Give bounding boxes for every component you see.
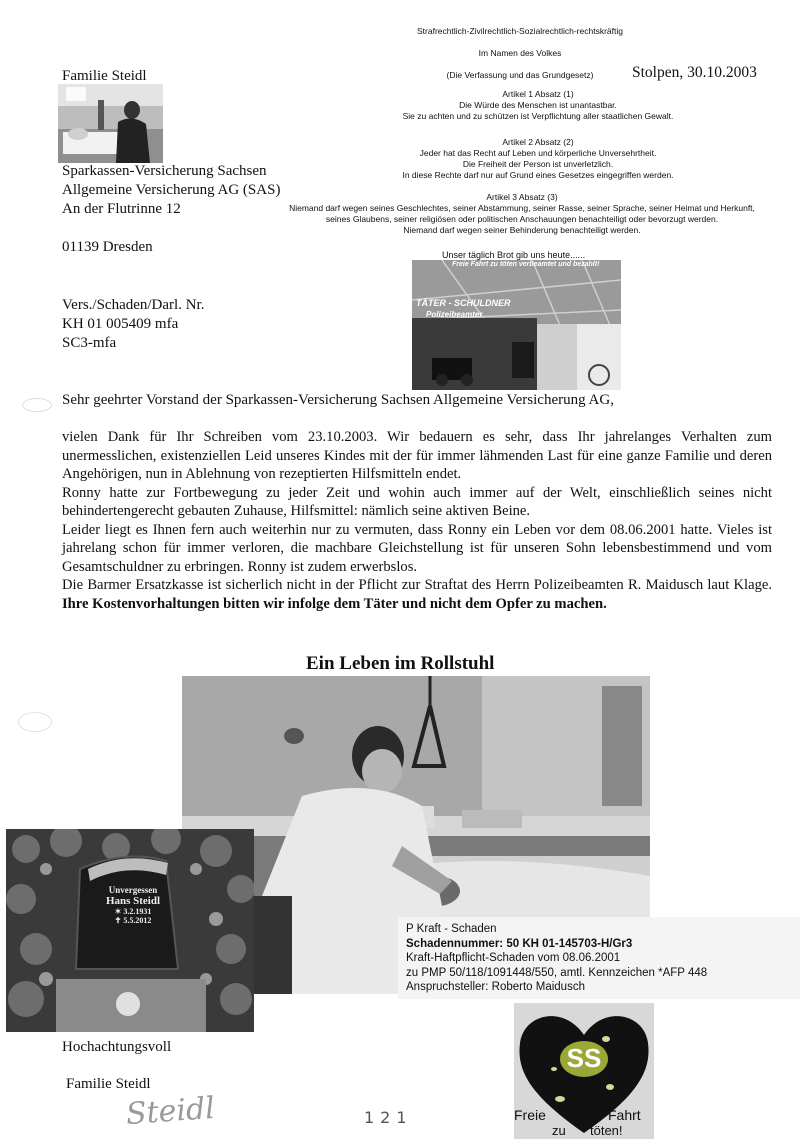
salutation: Sehr geehrter Vorstand der Sparkassen-Versicherung Sachsen Allgemeine Versicherung AG, — [62, 392, 614, 408]
article-line: Sie zu achten und zu schützen ist Verpflichtung aller staatlichen Gewalt. — [402, 111, 674, 121]
legal-line: Strafrechtlich-Zivilrechtlich-Sozialrechtlich-rechtskräftig — [417, 26, 623, 36]
recipient-street: An der Flutrinne 12 — [62, 201, 181, 217]
constitution-line: (Die Verfassung und das Grundgesetz) — [446, 70, 594, 80]
article-line: seines Glaubens, seiner religiösen oder politischen Anschauungen benachteiligt oder bevorzugt werden. — [325, 214, 719, 224]
collage-image — [412, 260, 621, 390]
recipient-line1: Sparkassen-Versicherung Sachsen — [62, 163, 267, 179]
claim-line1: P Kraft - Schaden — [406, 923, 497, 935]
memorial-line3: ✶ 3.2.1931 — [114, 907, 152, 916]
heart-text-bottom-right: töten! — [590, 1123, 623, 1138]
paragraph-text: Die Barmer Ersatzkasse ist sicherlich nicht in der Pflicht zur Straftat des Herrn Polizeibeamten R. Maidusch laut Klage. — [62, 577, 772, 593]
heart-text-left: Freie — [514, 1107, 546, 1123]
memorial-line2: Hans Steidl — [105, 895, 161, 907]
heart-text-right: Fahrt — [608, 1107, 641, 1123]
hospital-photo — [58, 84, 163, 163]
closing: Hochachtungsvoll — [62, 1039, 172, 1055]
sender-name: Familie Steidl — [62, 68, 147, 84]
reference-block — [62, 296, 204, 353]
memorial-text — [88, 885, 178, 925]
article-title: Artikel 3 Absatz (3) — [486, 192, 558, 202]
reference-number: KH 01 005409 mfa — [62, 316, 179, 332]
claim-line3: Kraft-Haftpflicht-Schaden vom 08.06.2001 — [406, 952, 621, 964]
place-date: Stolpen, 30.10.2003 — [632, 64, 757, 81]
collage-overlay-top: Freie Fahrt zu töten verbeamtet und bezahlt! — [452, 261, 600, 268]
memorial-image — [6, 829, 254, 1032]
punch-hole-mark — [22, 398, 52, 412]
article-line: Die Freiheit der Person ist unverletzlich. — [462, 159, 614, 169]
recipient-address — [62, 162, 280, 257]
collage-caption: Unser täglich Brot gib uns heute...... — [442, 250, 586, 260]
punch-hole-mark — [18, 712, 52, 732]
claim-line2: Schadennummer: 50 KH 01-145703-H/Gr3 — [406, 937, 633, 950]
paragraph: vielen Dank für Ihr Schreiben vom 23.10.2003. Wir bedauern es sehr, dass Ihr jahrelanges Verhalten zum unermesslichen, existenziellen Leid unseres Kindes mit der für immer lähmenden Last für eine ganze Familie und deren Angehörigen, nun in Ablehnung von rezeptierten Hilfsmitteln endet. — [62, 429, 772, 482]
memorial-line1: Unvergessen — [108, 885, 158, 895]
article-line: Niemand darf wegen seines Geschlechtes, seiner Abstammung, seiner Rasse, seiner Sprache, seiner Heimat und Herkunft, — [289, 203, 755, 213]
article-2 — [338, 137, 738, 181]
article-line: Jeder hat das Recht auf Leben und körperliche Unversehrtheit. — [419, 148, 657, 158]
paragraph-bold: Ihre Kostenvorhaltungen bitten wir infolge dem Täter und nicht dem Opfer zu machen. — [62, 595, 607, 612]
collage-overlay-mid1: TÄTER - SCHULDNER — [416, 298, 511, 308]
claim-line4: zu PMP 50/118/1091448/550, amtl. Kennzeichen *AFP 448 — [406, 966, 708, 979]
name-line: Im Namen des Volkes — [478, 48, 562, 58]
heart-text-bottom-left: zu — [552, 1123, 566, 1138]
recipient-city: 01139 Dresden — [62, 239, 153, 255]
claim-box — [398, 917, 800, 999]
article-title: Artikel 1 Absatz (1) — [502, 89, 574, 99]
paragraph: Leider liegt es Ihnen fern auch weiterhin nur zu vermuten, dass Ronny ein Leben vor dem 08.06.2001 hatte. Vieles ist jahrelang schon für immer verloren, die machbare Gleichstellung ist für unseren Sohn lebensbestimmend und vom Gesamtschuldner zu erbringen. Ronny ist zudem erwerbslos. — [62, 521, 772, 575]
article-1 — [338, 89, 738, 122]
paragraph-last — [62, 576, 772, 613]
letter-body — [62, 428, 772, 613]
recipient-line2: Allgemeine Versicherung AG (SAS) — [62, 182, 281, 198]
page-number: 121 — [364, 1108, 413, 1127]
reference-label: Vers./Schaden/Darl. Nr. — [62, 297, 205, 313]
article-title: Artikel 2 Absatz (2) — [502, 137, 574, 147]
heart-logo — [514, 1003, 654, 1139]
paragraph: Ronny hatte zur Fortbewegung zu jeder Zeit und wohin auch immer auf der Welt, einschließlich seines nicht behindertengerecht gebauten Zuhause, Hilfsmittel: nämlich seine aktiven Beine. — [62, 484, 772, 519]
article-line: Die Würde des Menschen ist unantastbar. — [459, 100, 617, 110]
signature: Steidl — [124, 1090, 216, 1133]
photo-title: Ein Leben im Rollstuhl — [306, 653, 495, 674]
memorial-line4: ✝ 5.5.2012 — [114, 916, 152, 925]
collage-overlay-mid2: Polizeibeamter — [426, 310, 483, 319]
article-line: Niemand darf wegen seiner Behinderung benachteiligt werden. — [403, 225, 641, 235]
claim-line5: Anspruchsteller: Roberto Maidusch — [406, 981, 585, 993]
article-line: In diese Rechte darf nur auf Grund eines Gesetzes eingegriffen werden. — [402, 170, 674, 180]
heart-center: SS — [566, 1043, 602, 1073]
closing-name: Familie Steidl — [66, 1076, 151, 1092]
article-3 — [252, 192, 792, 236]
reference-code: SC3-mfa — [62, 335, 117, 351]
